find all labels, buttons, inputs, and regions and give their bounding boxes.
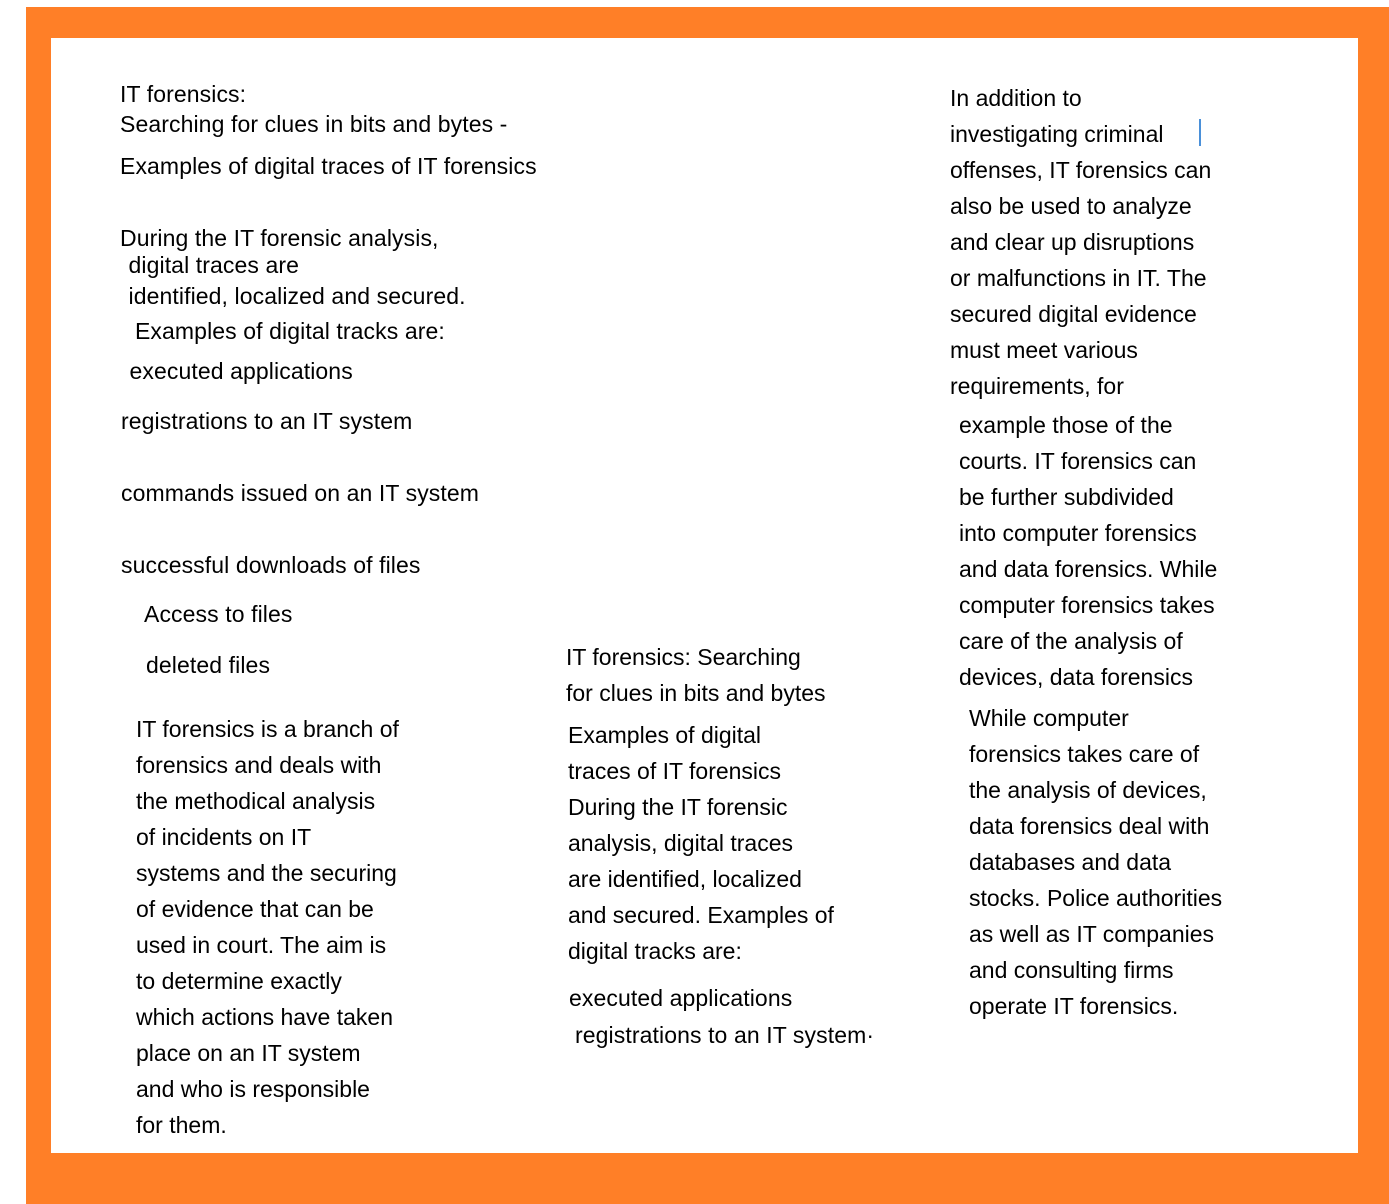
middle-list-item: executed applications <box>569 985 793 1011</box>
paragraph-line: and data forensics. While <box>959 556 1218 582</box>
left-subtitle: Examples of digital traces of IT forensics <box>120 153 537 179</box>
left-title-line: Searching for clues in bits and bytes - <box>120 111 508 137</box>
paragraph-line: must meet various <box>950 337 1138 363</box>
trace-item: commands issued on an IT system <box>121 480 480 506</box>
paragraph-line: used in court. The aim is <box>136 932 387 958</box>
paragraph-line: and who is responsible <box>136 1076 370 1102</box>
paragraph-line: computer forensics takes <box>959 592 1215 618</box>
trace-item: deleted files <box>146 652 271 678</box>
paragraph-line: or malfunctions in IT. The <box>950 265 1207 291</box>
left-intro-line: executed applications <box>123 358 353 384</box>
left-intro-line: identified, localized and secured. <box>122 283 466 309</box>
paragraph-line: investigating criminal <box>950 121 1164 147</box>
paragraph-line: of evidence that can be <box>136 896 374 922</box>
paragraph-line: forensics takes care of <box>969 741 1200 767</box>
paragraph-line: and consulting firms <box>969 957 1174 983</box>
left-intro-line: Examples of digital tracks are: <box>122 318 445 344</box>
paragraph-line: Examples of digital <box>568 722 762 748</box>
right-paragraph-2 <box>959 407 1217 695</box>
paragraph-line: of incidents on IT <box>136 824 312 850</box>
paragraph-line: be further subdivided <box>959 484 1174 510</box>
paragraph-line: example those of the <box>959 412 1173 438</box>
paragraph-line: In addition to <box>950 85 1082 111</box>
trace-item: successful downloads of files <box>121 552 421 578</box>
trace-item: Access to files <box>144 601 293 627</box>
middle-list-item: registrations to an IT system· <box>575 1022 875 1048</box>
paragraph-line: IT forensics is a branch of <box>136 716 399 742</box>
paragraph-line: systems and the securing <box>136 860 397 886</box>
left-intro-line: digital traces are <box>122 252 300 278</box>
right-paragraph-3 <box>969 700 1222 1024</box>
paragraph-line: data forensics deal with <box>969 813 1210 839</box>
left-title-line: IT forensics: <box>120 81 247 107</box>
middle-title-line: IT forensics: Searching <box>566 644 801 670</box>
paragraph-line: offenses, IT forensics can <box>950 157 1212 183</box>
paragraph-line: operate IT forensics. <box>969 993 1179 1019</box>
paragraph-line: secured digital evidence <box>950 301 1197 327</box>
paragraph-line: courts. IT forensics can <box>959 448 1197 474</box>
paragraph-line: as well as IT companies <box>969 921 1215 947</box>
paragraph-line: for them. <box>136 1112 227 1138</box>
paragraph-line: devices, data forensics <box>959 664 1193 690</box>
paragraph-line: which actions have taken <box>136 1004 393 1030</box>
right-paragraph-1 <box>950 80 1211 404</box>
paragraph-line: to determine exactly <box>136 968 342 994</box>
paragraph-line: and clear up disruptions <box>950 229 1195 255</box>
paragraph-line: place on an IT system <box>136 1040 361 1066</box>
paragraph-line: stocks. Police authorities <box>969 885 1223 911</box>
left-definition-paragraph <box>136 711 399 1143</box>
paragraph-line: During the IT forensic <box>568 794 788 820</box>
paragraph-line: and secured. Examples of <box>568 902 834 928</box>
middle-title <box>566 639 826 711</box>
paragraph-line: are identified, localized <box>568 866 802 892</box>
trace-item: registrations to an IT system <box>121 408 413 434</box>
paragraph-line: databases and data <box>969 849 1172 875</box>
text-cursor <box>1199 119 1201 146</box>
paragraph-line: into computer forensics <box>959 520 1197 546</box>
paragraph-line: digital tracks are: <box>568 938 742 964</box>
paragraph-line: care of the analysis of <box>959 628 1183 654</box>
middle-title-line: for clues in bits and bytes <box>566 680 826 706</box>
paragraph-line: analysis, digital traces <box>568 830 793 856</box>
middle-body-paragraph <box>568 717 834 969</box>
paragraph-line: also be used to analyze <box>950 193 1192 219</box>
paragraph-line: the methodical analysis <box>136 788 376 814</box>
paragraph-line: the analysis of devices, <box>969 777 1207 803</box>
paragraph-line: forensics and deals with <box>136 752 382 778</box>
paragraph-line: traces of IT forensics <box>568 758 782 784</box>
left-intro-line: During the IT forensic analysis, <box>120 225 439 251</box>
paragraph-line: While computer <box>969 705 1129 731</box>
paragraph-line: requirements, for <box>950 373 1124 399</box>
